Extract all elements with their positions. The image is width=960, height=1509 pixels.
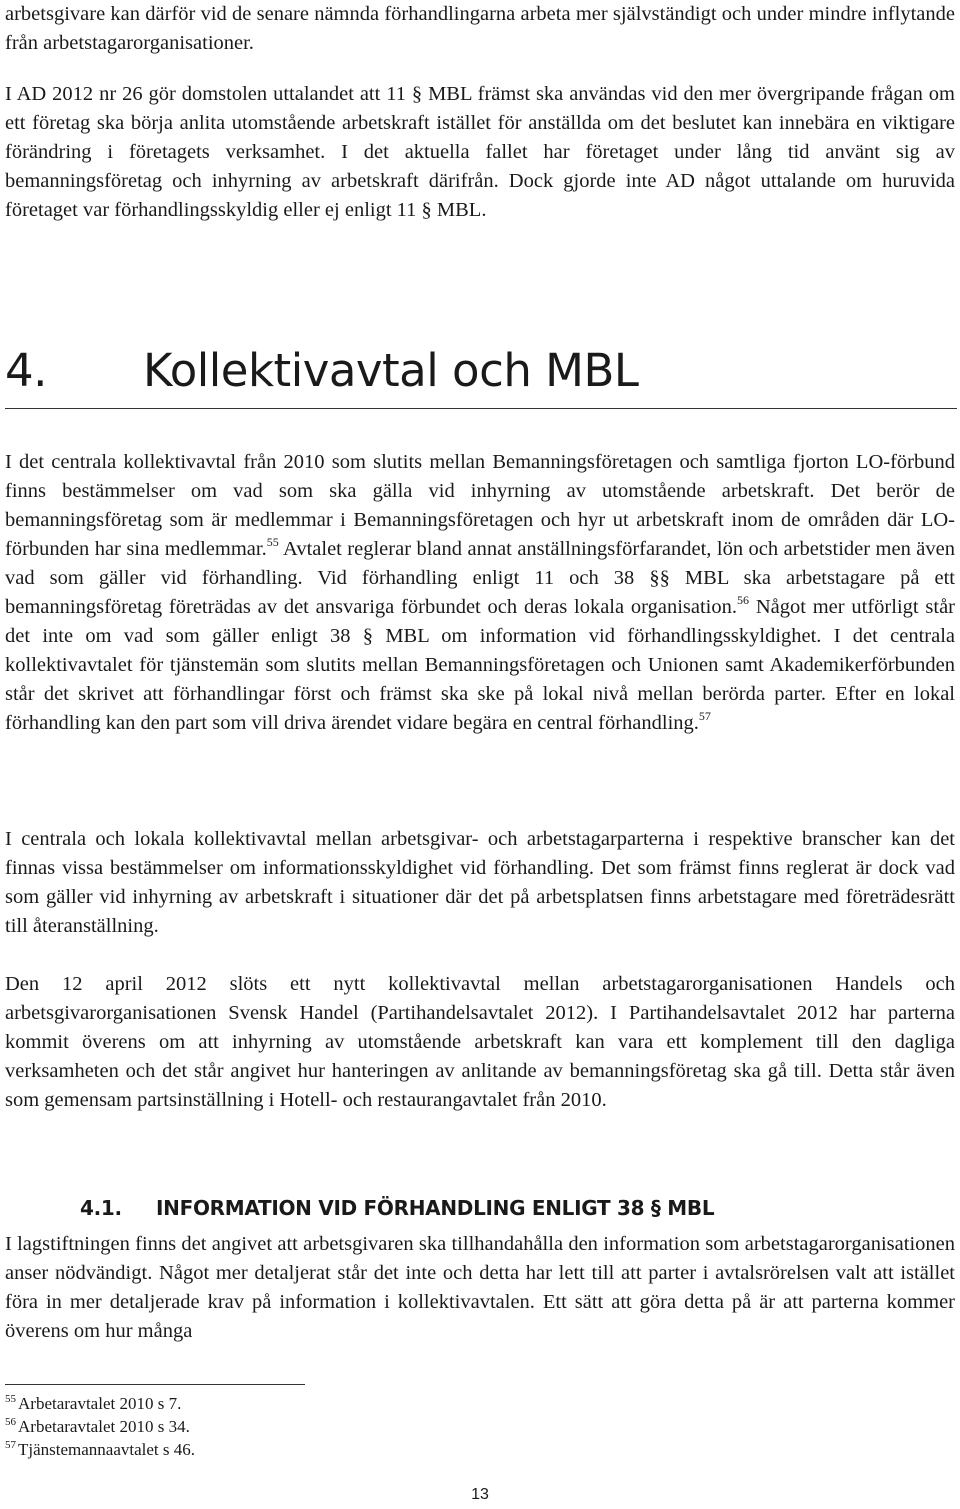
ad-2012-paragraph: I AD 2012 nr 26 gör domstolen uttalandet att 11 § MBL främst ska användas vid den mer övergripande frågan om ett företag ska börja anlita utomstående arbetskraft istället för anställda om det beslutet kan innebära en viktigare förändring i företagets verksamhet. I det aktuella fallet har företaget under lång tid använt sig av bemanningsföretag och inhyrning av arbetskraft därifrån. Dock gjorde inte AD något uttalande om huruvida företaget var förhandlingsskyldig eller ej enligt 11 § MBL. <box>5 83 955 221</box>
footnote-text: Arbetaravtalet 2010 s 34. <box>18 1417 190 1436</box>
section-paragraph-1 <box>5 448 955 738</box>
footnote-ref-56[interactable]: 56 <box>737 593 750 607</box>
footnote-separator <box>5 1384 305 1385</box>
footnote-55 <box>5 1392 605 1415</box>
section-number: 4. <box>5 344 47 397</box>
footnote-number: 56 <box>5 1416 16 1428</box>
page-number: 13 <box>471 1486 489 1503</box>
footnotes <box>5 1392 605 1461</box>
footnote-57 <box>5 1438 605 1461</box>
subsection-paragraph-1: I lagstiftningen finns det angivet att arbetsgivaren ska tillhandahålla den information som arbetstagarorganisationen anser nödvändigt. Något mer detaljerat står det inte och detta har lett till att parter i avtalsrörelsen valt att istället föra in mer detaljerade krav på information i kollektivavtalen. Ett sätt att göra detta på är att parterna kommer överens om hur många <box>5 1233 955 1342</box>
paragraph-text: Avtalet reglerar bland annat anställningsförfarandet, lön och arbetstider men även vad som gäller vid förhandling. Vid förhandling enligt 11 och 38 §§ MBL ska arbetstagare på ett bemanningsföretag företrädas av det ansvariga förbundet och deras lokala organisation. <box>5 538 955 618</box>
section-paragraph-3: Den 12 april 2012 slöts ett nytt kollektivavtal mellan arbetstagarorganisationen Handels och arbetsgivarorganisationen Svensk Handel (Partihandelsavtalet 2012). I Partihandelsavtalet 2012 har parterna kommit överens om att inhyrning av utomstående arbetskraft kan vara ett komplement till den dagliga verksamheten och det står angivet hur hanteringen av anlitande av bemanningsföretag ska gå till. Detta står även som gemensam partsinställning i Hotell- och restaurangavtalet från 2010. <box>5 973 955 1111</box>
footnote-text: Arbetaravtalet 2010 s 7. <box>18 1394 182 1413</box>
intro-continuation-paragraph: arbetsgivare kan därför vid de senare nämnda förhandlingarna arbeta mer självständigt och under mindre inflytande från arbetstagarorganisationer. <box>5 3 955 54</box>
subsection-title: INFORMATION VID FÖRHANDLING ENLIGT 38 § MBL <box>156 1196 715 1220</box>
footnote-ref-55[interactable]: 55 <box>266 535 279 549</box>
footnote-text: Tjänstemannaavtalet s 46. <box>18 1440 196 1459</box>
subsection-heading <box>80 1193 714 1223</box>
footnote-56 <box>5 1415 605 1438</box>
section-heading <box>5 336 638 406</box>
paragraph-text: Något mer utförligt står det inte om vad som gäller enligt 38 § MBL om information vid förhandlingsskyldighet. I det centrala kollektivavtalet för tjänstemän som slutits mellan Bemanningsföretagen och Unionen samt Akademikerförbunden står det skrivet att förhandlingar först och främst ska ske på lokal nivå mellan berörda parter. Efter en lokal förhandling kan den part som vill driva ärendet vidare begära en central förhandling. <box>5 596 956 734</box>
heading-underline <box>5 408 957 409</box>
footnote-number: 57 <box>5 1439 16 1451</box>
footnote-ref-57[interactable]: 57 <box>698 709 711 723</box>
section-paragraph-2: I centrala och lokala kollektivavtal mellan arbetsgivar- och arbetstagarparterna i respektive branscher kan det finnas vissa bestämmelser om informationsskyldighet vid förhandling. Det som främst finns reglerat är dock vad som gäller vid inhyrning av arbetskraft i situationer där det på arbetsplatsen finns arbetstagare med företrädesrätt till återanställning. <box>5 828 955 937</box>
paragraph-text: I det centrala kollektivavtal från 2010 som slutits mellan Bemanningsföretagen och samtliga fjorton LO-förbund finns bestämmelser om vad som ska gälla vid inhyrning av utomstående arbetskraft. Det berör de bemanningsföretag som är medlemmar i Bemanningsföretagen och hyr ut arbetskraft inom de områden där LO-förbunden har sina medlemmar. <box>5 451 955 560</box>
section-title: Kollektivavtal och MBL <box>143 344 639 397</box>
footnote-number: 55 <box>5 1393 16 1405</box>
subsection-number: 4.1. <box>80 1196 122 1220</box>
